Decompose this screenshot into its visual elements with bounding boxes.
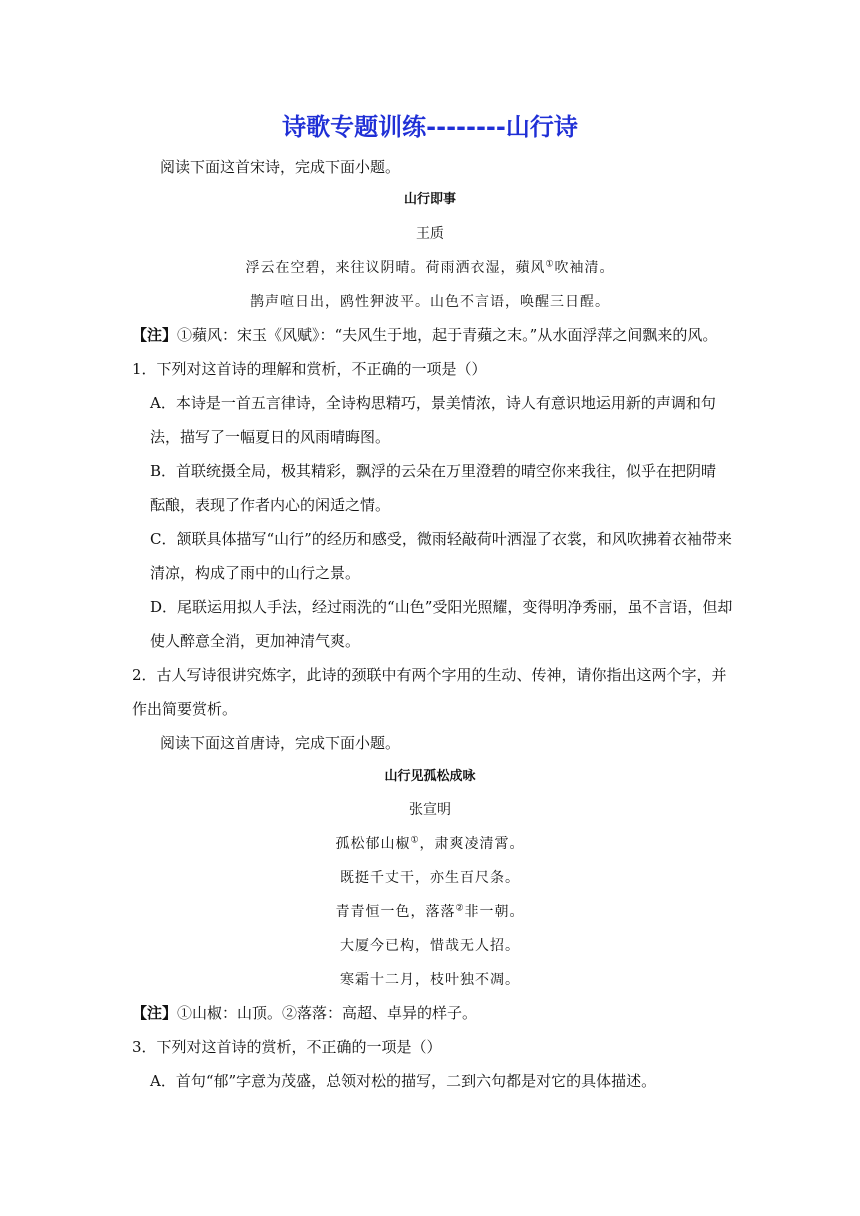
note-label: 【注】	[132, 1004, 178, 1022]
poem2-line: 孤松郁山椒①，肃爽凌清霄。	[335, 835, 525, 852]
poem2-title: 山行见孤松成咏	[384, 769, 476, 784]
q1-option-b-line2: 酝酿，表现了作者内心的闲适之情。	[150, 496, 391, 514]
q1-option-c-line1: C．颔联具体描写“山行”的经历和感受，微雨轻敲荷叶洒湿了衣裳，和风吹拂着衣袖带来	[150, 530, 732, 548]
q3-option-a: A．首句“郁”字意为茂盛，总领对松的描写，二到六句都是对它的具体描述。	[150, 1072, 657, 1090]
footnote-marker: ①	[410, 835, 420, 846]
q1-option-a-line1: A．本诗是一首五言律诗，全诗构思精巧，景美情浓，诗人有意识地运用新的声调和句	[150, 394, 716, 412]
q1-option-d-line2: 使人醉意全消，更加神清气爽。	[150, 632, 361, 650]
poem1-author: 王质	[416, 226, 444, 242]
poem2-line: 既挺千丈干，亦生百尺条。	[340, 870, 520, 886]
footnote-marker: ①	[545, 259, 555, 270]
poem1-title: 山行即事	[403, 192, 456, 207]
poem2-line: 寒霜十二月，枝叶独不凋。	[340, 972, 520, 988]
footnote-marker: ②	[455, 903, 465, 914]
poem1-note: 【注】①蘋风：宋玉《风赋》：“夫风生于地，起于青蘋之末。”从水面浮萍之间飘来的风。	[132, 326, 718, 344]
section1-intro: 阅读下面这首宋诗，完成下面小题。	[160, 158, 401, 176]
question2-line1: 2．古人写诗很讲究炼字，此诗的颈联中有两个字用的生动、传神，请你指出这两个字，并	[132, 666, 727, 684]
poem1-line: 浮云在空碧，来往议阴晴。荷雨洒衣湿，蘋风①吹袖清。	[245, 259, 615, 276]
question3-stem: 3．下列对这首诗的赏析，不正确的一项是（）	[132, 1038, 442, 1056]
poem2-note: 【注】①山椒：山顶。②落落：高超、卓异的样子。	[132, 1004, 478, 1022]
poem2-author: 张宣明	[409, 802, 451, 818]
q1-option-a-line2: 法，描写了一幅夏日的风雨晴晦图。	[150, 428, 391, 446]
poem2-line: 大厦今已构，惜哉无人招。	[340, 938, 520, 954]
document-title: 诗歌专题训练--------山行诗	[282, 113, 578, 141]
question2-line2: 作出简要赏析。	[132, 700, 238, 718]
section2-intro: 阅读下面这首唐诗，完成下面小题。	[160, 734, 401, 752]
note-label: 【注】	[132, 326, 178, 344]
q1-option-c-line2: 清凉，构成了雨中的山行之景。	[150, 564, 361, 582]
q1-option-d-line1: D．尾联运用拟人手法，经过雨洗的“山色”受阳光照耀，变得明净秀丽，虽不言语，但却	[150, 598, 733, 616]
poem2-line: 青青恒一色，落落②非一朝。	[335, 903, 525, 920]
q1-option-b-line1: B．首联统摄全局，极其精彩，飘浮的云朵在万里澄碧的晴空你来我往，似乎在把阴晴	[150, 462, 717, 480]
question1-stem: 1．下列对这首诗的理解和赏析，不正确的一项是（）	[132, 360, 487, 378]
poem1-line: 鹊声喧日出，鸥性狎波平。山色不言语，唤醒三日酲。	[250, 294, 610, 310]
